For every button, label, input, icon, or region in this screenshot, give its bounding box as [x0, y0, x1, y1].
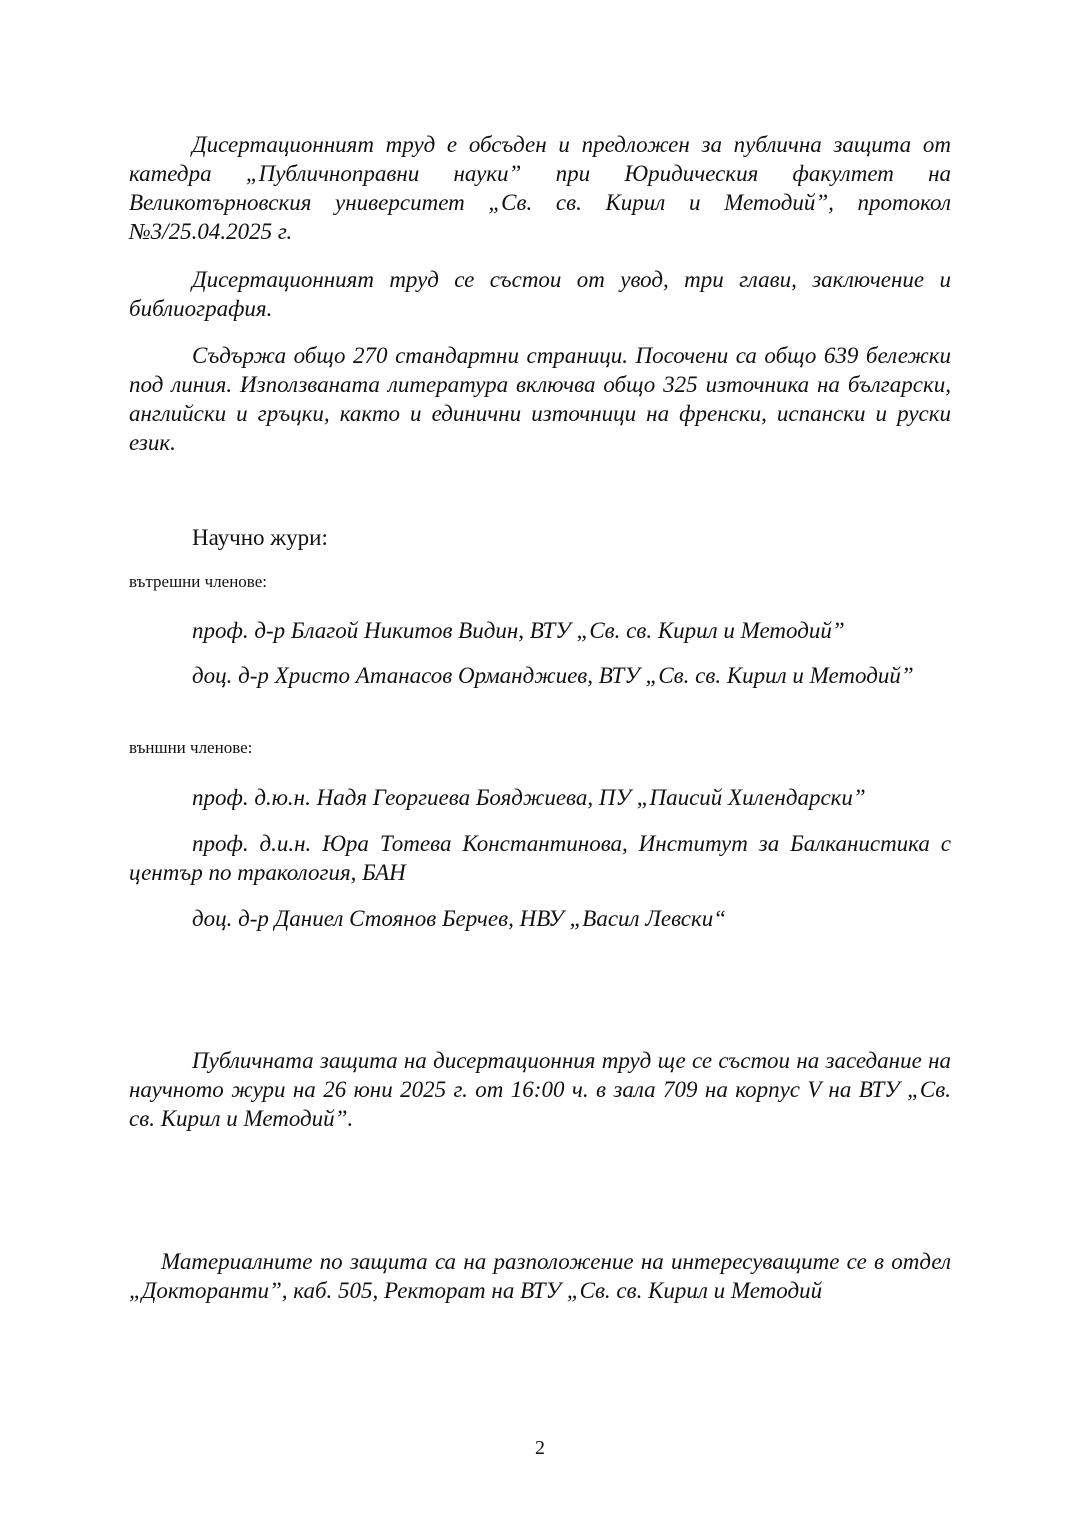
external-member: проф. д.ю.н. Надя Георгиева Бояджиева, ПУ „Паисий Хилендарски” — [192, 785, 866, 810]
internal-members-label: вътрешни членове: — [129, 572, 267, 591]
jury-section — [129, 523, 951, 552]
paragraph-structure: Дисертационният труд се състои от увод, три глави, заключение и библиография. — [129, 267, 951, 321]
external-members-label-block — [129, 737, 951, 759]
paragraph-materials: Материалните по защита са на разположение на интересуващите се в отдел „Докторанти”, каб. 505, Ректорат на ВТУ „Св. св. Кирил и Методий — [129, 1249, 951, 1303]
internal-member: доц. д-р Христо Атанасов Орманджиев, ВТУ „Св. св. Кирил и Методий” — [192, 663, 914, 688]
internal-members-label-block — [129, 571, 951, 593]
section-defense — [129, 1046, 951, 1133]
section-structure — [129, 265, 951, 323]
section-volume — [129, 341, 951, 457]
external-member-block-2 — [129, 829, 951, 887]
external-member: проф. д.и.н. Юра Тотева Константинова, Институт за Балканистика с център по тракология, БАН — [129, 831, 951, 885]
internal-member-block-1 — [129, 616, 951, 645]
jury-heading: Научно жури: — [192, 525, 328, 550]
external-member-block-1 — [129, 783, 951, 812]
external-member-block-3 — [129, 904, 951, 933]
internal-member: проф. д-р Благой Никитов Видин, ВТУ „Св. св. Кирил и Методий” — [192, 618, 845, 643]
page-number: 2 — [535, 1437, 545, 1459]
section-discussion — [129, 130, 951, 246]
external-member: доц. д-р Даниел Стоянов Берчев, НВУ „Васил Левски“ — [192, 906, 727, 931]
external-members-label: външни членове: — [129, 738, 253, 757]
paragraph-defense: Публичната защита на дисертационния труд ще се състои на заседание на научното жури на 26 юни 2025 г. от 16:00 ч. в зала 709 на корпус V на ВТУ „Св. св. Кирил и Методий”. — [129, 1048, 951, 1131]
internal-member-block-2 — [129, 661, 951, 690]
section-materials — [129, 1247, 951, 1305]
paragraph-discussion: Дисертационният труд е обсъден и предложен за публична защита от катедра „Публичноправни науки” при Юридическия факултет на Великотърновския университет „Св. св. Кирил и Методий”, протокол №3/25.04.2025 г. — [129, 132, 951, 244]
paragraph-volume: Съдържа общо 270 стандартни страници. Посочени са общо 639 бележки под линия. Използваната литература включва общо 325 източника на български, английски и гръцки, както и единични източници на френски, испански и руски език. — [129, 343, 951, 455]
